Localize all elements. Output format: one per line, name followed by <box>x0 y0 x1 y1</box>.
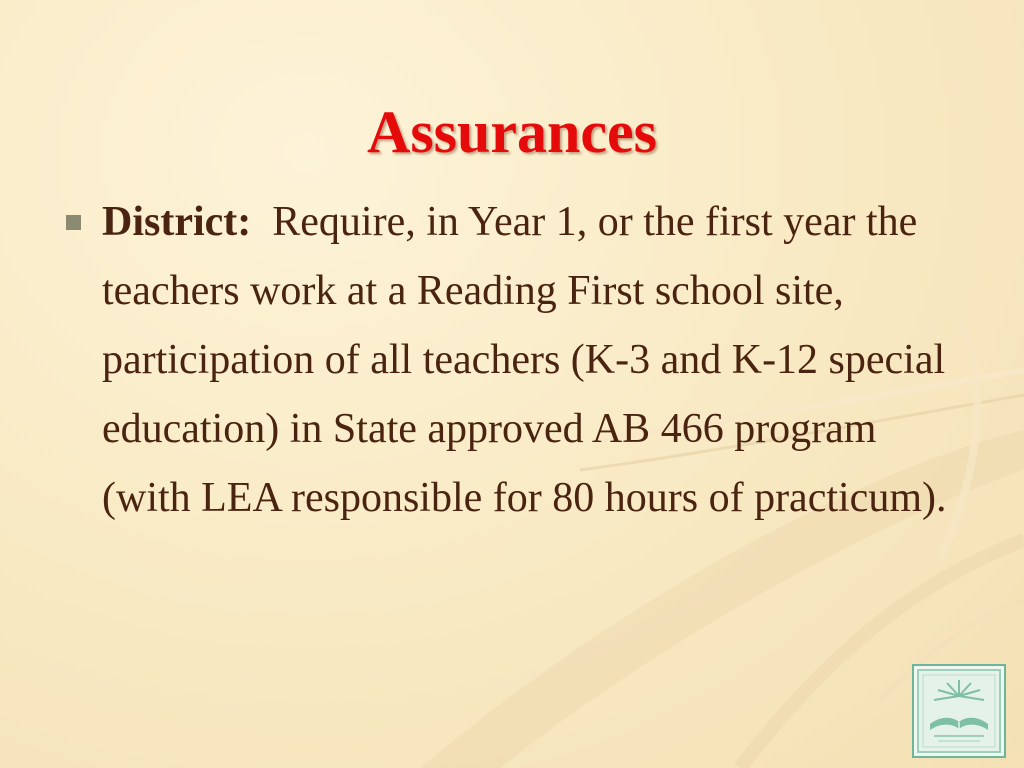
open-book-logo-icon <box>912 664 1006 758</box>
bullet-list <box>62 188 962 533</box>
bullet-text: Require, in Year 1, or the first year the teachers work at a Reading First school site, participation of all teachers (K-3 and K-12 special education) in State approved AB 466 program (with LEA responsible for 80 hours of practicum). <box>102 199 947 521</box>
square-bullet-icon <box>66 215 81 230</box>
bullet-lead: District: <box>102 199 252 245</box>
bullet-item <box>62 188 962 533</box>
slide-title: Assurances <box>366 99 657 166</box>
